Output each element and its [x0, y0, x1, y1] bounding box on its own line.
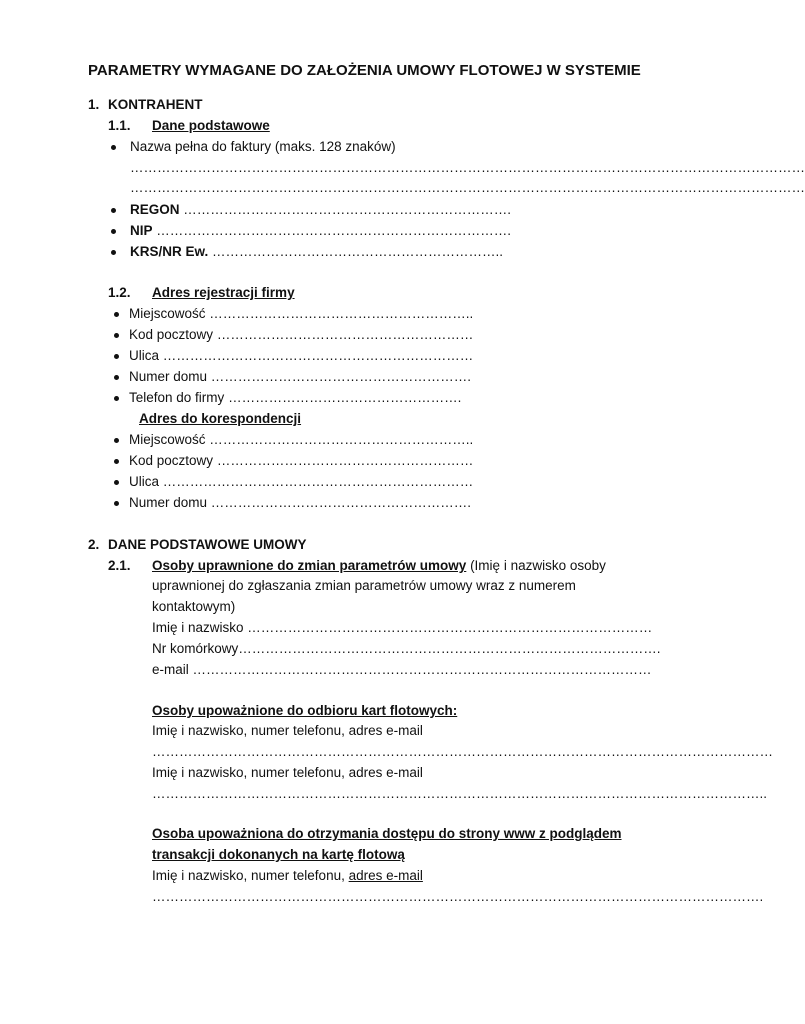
corr-city-dots: ………………………………………………….. [209, 432, 474, 447]
www-access-label: Imię i nazwisko, numer telefonu, [152, 868, 345, 883]
regon-dots: ………………………………………………………………. [183, 202, 512, 217]
reg-address-item [129, 326, 473, 344]
corr-city-label: Miejscowość [129, 432, 206, 447]
section-2-number: 2. [88, 537, 100, 552]
www-access-dots: ………………………………………………………………………………………………………………………. [152, 889, 764, 904]
corr-house-number-label: Numer domu [129, 495, 208, 510]
www-access-label-line [152, 867, 423, 885]
authorized-persons-desc-2: uprawnionej do zgłaszania zmian parametrów umowy wraz z numerem [152, 578, 576, 593]
reg-city-label: Miejscowość [129, 306, 206, 321]
reg-street-dots: …………………………………………………………… [162, 348, 474, 363]
reg-phone-dots: ……………………………………………. [228, 390, 462, 405]
email-field [152, 661, 652, 679]
reg-address-item [129, 368, 471, 386]
corr-address-item [129, 431, 473, 449]
reg-address-item [129, 347, 473, 365]
name-dots: ……………………………………………………………………………… [247, 620, 653, 635]
authorized-persons-desc-3: kontaktowym) [152, 599, 236, 614]
full-name-dots-line-1: …………………………………………………………………………………………………………………………………… [130, 160, 805, 175]
reg-postcode-label: Kod pocztowy [129, 327, 214, 342]
nip-label: NIP [130, 223, 153, 238]
nip-dots: ……………………………………………………………………. [156, 223, 512, 238]
subsection-1-1-number: 1.1. [108, 118, 131, 133]
reg-phone-label: Telefon do firmy [129, 390, 225, 405]
full-name-dots-line-2: …………………………………………………………………………………………………………………………………… [130, 180, 805, 195]
subsection-1-2-heading: Adres rejestracji firmy [152, 285, 295, 300]
authorized-persons-heading: Osoby uprawnione do zmian parametrów umowy [152, 558, 467, 573]
mobile-label: Nr komórkowy [152, 641, 239, 656]
authorized-persons-line [152, 557, 606, 575]
reg-address-item [129, 305, 473, 323]
page-title: PARAMETRY WYMAGANE DO ZAŁOŻENIA UMOWY FLOTOWEJ W SYSTEMIE [88, 62, 641, 79]
corr-postcode-label: Kod pocztowy [129, 453, 214, 468]
subsection-2-1-number: 2.1. [108, 558, 131, 573]
regon-field [130, 201, 511, 219]
reg-street-label: Ulica [129, 348, 160, 363]
nip-field [130, 222, 511, 240]
authorized-persons-desc-1: (Imię i nazwisko osoby [470, 558, 606, 573]
corr-house-number-dots: …………………………………………………. [210, 495, 472, 510]
regon-label: REGON [130, 202, 180, 217]
krs-dots: ……………………………………………………….. [212, 244, 504, 259]
reg-address-item [129, 389, 461, 407]
card-pickup-dots-2: ……………………………………………………………………………………………………………………….. [152, 786, 768, 801]
corr-postcode-dots: ………………………………………………… [216, 453, 474, 468]
corr-street-dots: …………………………………………………………… [162, 474, 474, 489]
krs-label: KRS/NR Ew. [130, 244, 209, 259]
krs-field [130, 243, 503, 261]
corr-address-item [129, 452, 473, 470]
email-dots: ………………………………………………………………………………………… [192, 662, 652, 677]
www-access-heading-2: transakcji dokonanych na kartę flotową [152, 847, 405, 862]
mobile-field [152, 640, 661, 658]
card-pickup-label-1: Imię i nazwisko, numer telefonu, adres e-mail [152, 723, 423, 738]
www-access-heading-1: Osoba upoważniona do otrzymania dostępu do strony www z podglądem [152, 826, 622, 841]
name-field [152, 619, 652, 637]
corr-address-item [129, 494, 471, 512]
section-2-heading: DANE PODSTAWOWE UMOWY [108, 537, 307, 552]
subsection-1-1-heading: Dane podstawowe [152, 118, 270, 133]
subsection-1-2-number: 1.2. [108, 285, 131, 300]
email-label: e-mail [152, 662, 189, 677]
www-access-email-label: adres e-mail [348, 868, 423, 883]
card-pickup-heading: Osoby upoważnione do odbioru kart flotowych: [152, 703, 458, 718]
name-label: Imię i nazwisko [152, 620, 244, 635]
full-name-label: Nazwa pełna do faktury (maks. 128 znaków) [130, 139, 396, 154]
corr-street-label: Ulica [129, 474, 160, 489]
section-1-heading: KONTRAHENT [108, 97, 203, 112]
reg-house-number-dots: …………………………………………………. [210, 369, 472, 384]
card-pickup-dots-1: ………………………………………………………………………………………………………………………… [152, 744, 773, 759]
reg-postcode-dots: ………………………………………………… [216, 327, 474, 342]
card-pickup-label-2: Imię i nazwisko, numer telefonu, adres e-mail [152, 765, 423, 780]
correspondence-heading: Adres do korespondencji [139, 411, 302, 426]
mobile-dots: …………………………………………………………………………………. [238, 641, 661, 656]
reg-house-number-label: Numer domu [129, 369, 208, 384]
corr-address-item [129, 473, 473, 491]
section-1-number: 1. [88, 97, 100, 112]
reg-city-dots: ………………………………………………….. [209, 306, 474, 321]
